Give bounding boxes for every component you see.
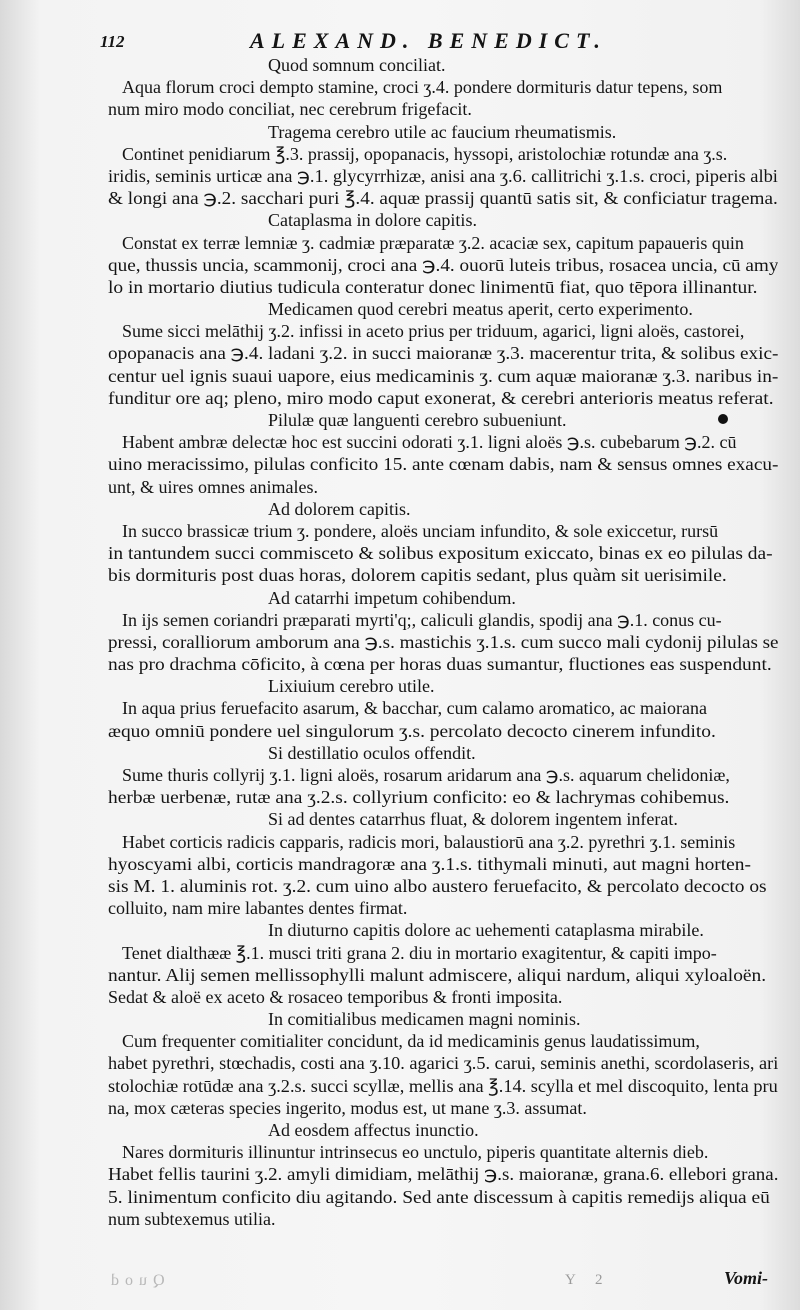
text-line: Tenet dialthææ ℥.1. musci triti grana 2. diu in mortario exagitentur, & capiti impo- — [122, 942, 717, 963]
text-line: lo in mortario diutius tudicula conteratur donec linimentū fiat, quo tēpora illinantur. — [108, 276, 758, 297]
text-line: æquo omniū pondere uel singulorum ʒ.s. percolato decocto cinerem infundito. — [108, 720, 716, 741]
text-line: In ijs semen coriandri præparati myrti'q;, caliculi glandis, spodij ana ℈.1. conus cu- — [122, 609, 722, 630]
text-line: Aqua florum croci dempto stamine, croci ʒ.4. pondere dormituris datur tepens, som — [122, 77, 723, 98]
text-line: Sume sicci melāthij ʒ.2. infissi in aceto prius per triduum, agarici, ligni aloës, castorei, — [122, 321, 745, 342]
text-line: herbæ uerbenæ, rutæ ana ʒ.2.s. collyrium conficito: eo & lachrymas cohibemus. — [108, 787, 730, 808]
bleed-through-text: Quod — [105, 1272, 165, 1289]
text-line: pressi, coralliorum amborum ana ℈.s. mastichis ʒ.1.s. cum succo mali cydonij pilulas se — [108, 631, 778, 652]
section-heading: In diuturno capitis dolore ac uehementi cataplasma mirabile. — [268, 920, 704, 941]
text-line: nantur. Alij semen mellissophylli malunt admiscere, aliqui nardum, aliqui xyloaloën. — [108, 964, 767, 985]
text-line: & longi ana ℈.2. sacchari puri ℥.4. aquæ prassij quantū satis sit, & conficiatur tragema. — [108, 188, 778, 209]
text-line: Constat ex terræ lemniæ ʒ. cadmiæ præparatæ ʒ.2. acaciæ sex, capitum papaueris quin — [122, 232, 744, 253]
section-heading: In comitialibus medicamen magni nominis. — [268, 1009, 581, 1030]
text-line: Habet corticis radicis capparis, radicis mori, balaustiorū ana ʒ.2. pyrethri ʒ.1. seminis — [122, 831, 736, 852]
section-heading: Lixiuium cerebro utile. — [268, 676, 435, 697]
text-line: nas pro drachma cōficito, à cœna per horas duas sumantur, fluctiones eas suspendunt. — [108, 654, 772, 675]
catchword: Vomi- — [723, 1268, 768, 1288]
text-line: Sume thuris collyrij ʒ.1. ligni aloës, rosarum aridarum ana ℈.s. aquarum chelidoniæ, — [122, 765, 730, 785]
section-heading: Cataplasma in dolore capitis. — [268, 210, 477, 231]
signature-mark: Y 2 — [565, 1272, 611, 1288]
body-text — [108, 54, 778, 1230]
text-line: bis dormituris post duas horas, dolorem capitis sedant, plus quàm sit uerisimile. — [108, 565, 727, 586]
page-number: 112 — [100, 32, 125, 51]
section-heading: Ad catarrhi impetum cohibendum. — [268, 587, 516, 608]
section-heading: Si ad dentes catarrhus fluat, & dolorem ingentem inferat. — [268, 809, 678, 830]
page-header — [0, 14, 800, 54]
text-line: Cum frequenter comitialiter concidunt, da id medicaminis genus laudatissimum, — [122, 1031, 700, 1052]
text-line: num subtexemus utilia. — [108, 1208, 276, 1229]
text-line: Sedat & aloë ex aceto & rosaceo temporibus & fronti imposita. — [108, 986, 563, 1007]
section-heading: Quod somnum conciliat. — [268, 55, 446, 75]
section-heading: Si destillatio oculos offendit. — [268, 742, 476, 763]
section-heading: Ad dolorem capitis. — [268, 498, 411, 519]
text-line: centur uel ignis suaui uapore, eius medicaminis ʒ. cum aquæ maioranæ ʒ.3. naribus in- — [108, 365, 778, 386]
text-line: colluito, nam mire labantes dentes firmat. — [108, 898, 408, 919]
text-line: habet pyrethri, stœchadis, costi ana ʒ.10. agarici ʒ.5. carui, seminis anethi, scordolaseris, ari — [108, 1053, 778, 1074]
text-line: uino meracissimo, pilulas conficito 15. ante cœnam dabis, nam & sensus omnes exacu- — [108, 454, 778, 475]
text-line: Continet penidiarum ℥.3. prassij, opopanacis, hyssopi, aristolochiæ rotundæ ana ʒ.s. — [122, 143, 728, 164]
text-line: Nares dormituris illinuntur intrinsecus eo unctulo, piperis quantitate alternis dieb. — [122, 1142, 709, 1163]
text-line: funditur ore aq; pleno, miro modo caput exonerat, & cerebri anterioris meatus referat. — [108, 387, 774, 408]
text-line: stolochiæ rotūdæ ana ʒ.2.s. succi scyllæ, mellis ana ℥.14. scylla et mel discoquito, lenta pru — [108, 1075, 778, 1096]
text-line: 5. linimentum conficito diu agitando. Sed ante discessum à capitis remedijs aliqua eū — [108, 1186, 770, 1207]
text-line: in tantundem succi commisceto & solibus expositum exiccato, binas ex eo pilulas da- — [108, 543, 773, 564]
text-line: In succo brassicæ trium ʒ. pondere, aloës unciam infundito, & sole exiccetur, rursū — [122, 520, 719, 541]
text-line: na, mox cæteras species ingerito, modus est, ut mane ʒ.3. assumat. — [108, 1097, 587, 1118]
section-heading: Ad eosdem affectus inunctio. — [268, 1120, 479, 1140]
text-line: sis M. 1. aluminis rot. ʒ.2. cum uino albo austero feruefacito, & percolato decocto os — [108, 875, 767, 896]
text-line: iridis, seminis urticæ ana ℈.1. glycyrrhizæ, anisi ana ʒ.6. callitrichi ʒ.1.s. croci, piperis albi — [108, 165, 778, 186]
section-heading: Tragema cerebro utile ac faucium rheumatismis. — [268, 121, 617, 142]
section-heading: Pilulæ quæ languenti cerebro subueniunt. — [268, 410, 567, 430]
text-line: hyoscyami albi, corticis mandragoræ ana ʒ.1.s. tithymali minuti, aut magni horten- — [108, 853, 752, 874]
ink-blot — [718, 414, 728, 424]
text-line: Habet fellis taurini ʒ.2. amyli dimidiam, melāthij ℈.s. maioranæ, grana.6. ellebori grana. — [108, 1164, 778, 1185]
text-line: num miro modo conciliat, nec cerebrum frigefacit. — [108, 99, 472, 120]
text-line: unt, & uires omnes animales. — [108, 476, 318, 497]
section-heading: Medicamen quod cerebri meatus aperit, certo experimento. — [268, 299, 693, 320]
text-line: In aqua prius feruefacito asarum, & bacchar, cum calamo aromatico, ac maiorana — [122, 698, 707, 719]
running-head: ALEXAND. BENEDICT. — [250, 28, 607, 53]
text-line: Habent ambræ delectæ hoc est succini odorati ʒ.1. ligni aloës ℈.s. cubebarum ℈.2. cū — [122, 432, 737, 453]
text-line: que, thussis uncia, scammonij, croci ana ℈.4. ouorū luteis tribus, rosacea uncia, cū amy — [108, 254, 778, 275]
text-line: opopanacis ana ℈.4. ladani ʒ.2. in succi maioranæ ʒ.3. macerentur trita, & solibus exic- — [108, 343, 778, 364]
